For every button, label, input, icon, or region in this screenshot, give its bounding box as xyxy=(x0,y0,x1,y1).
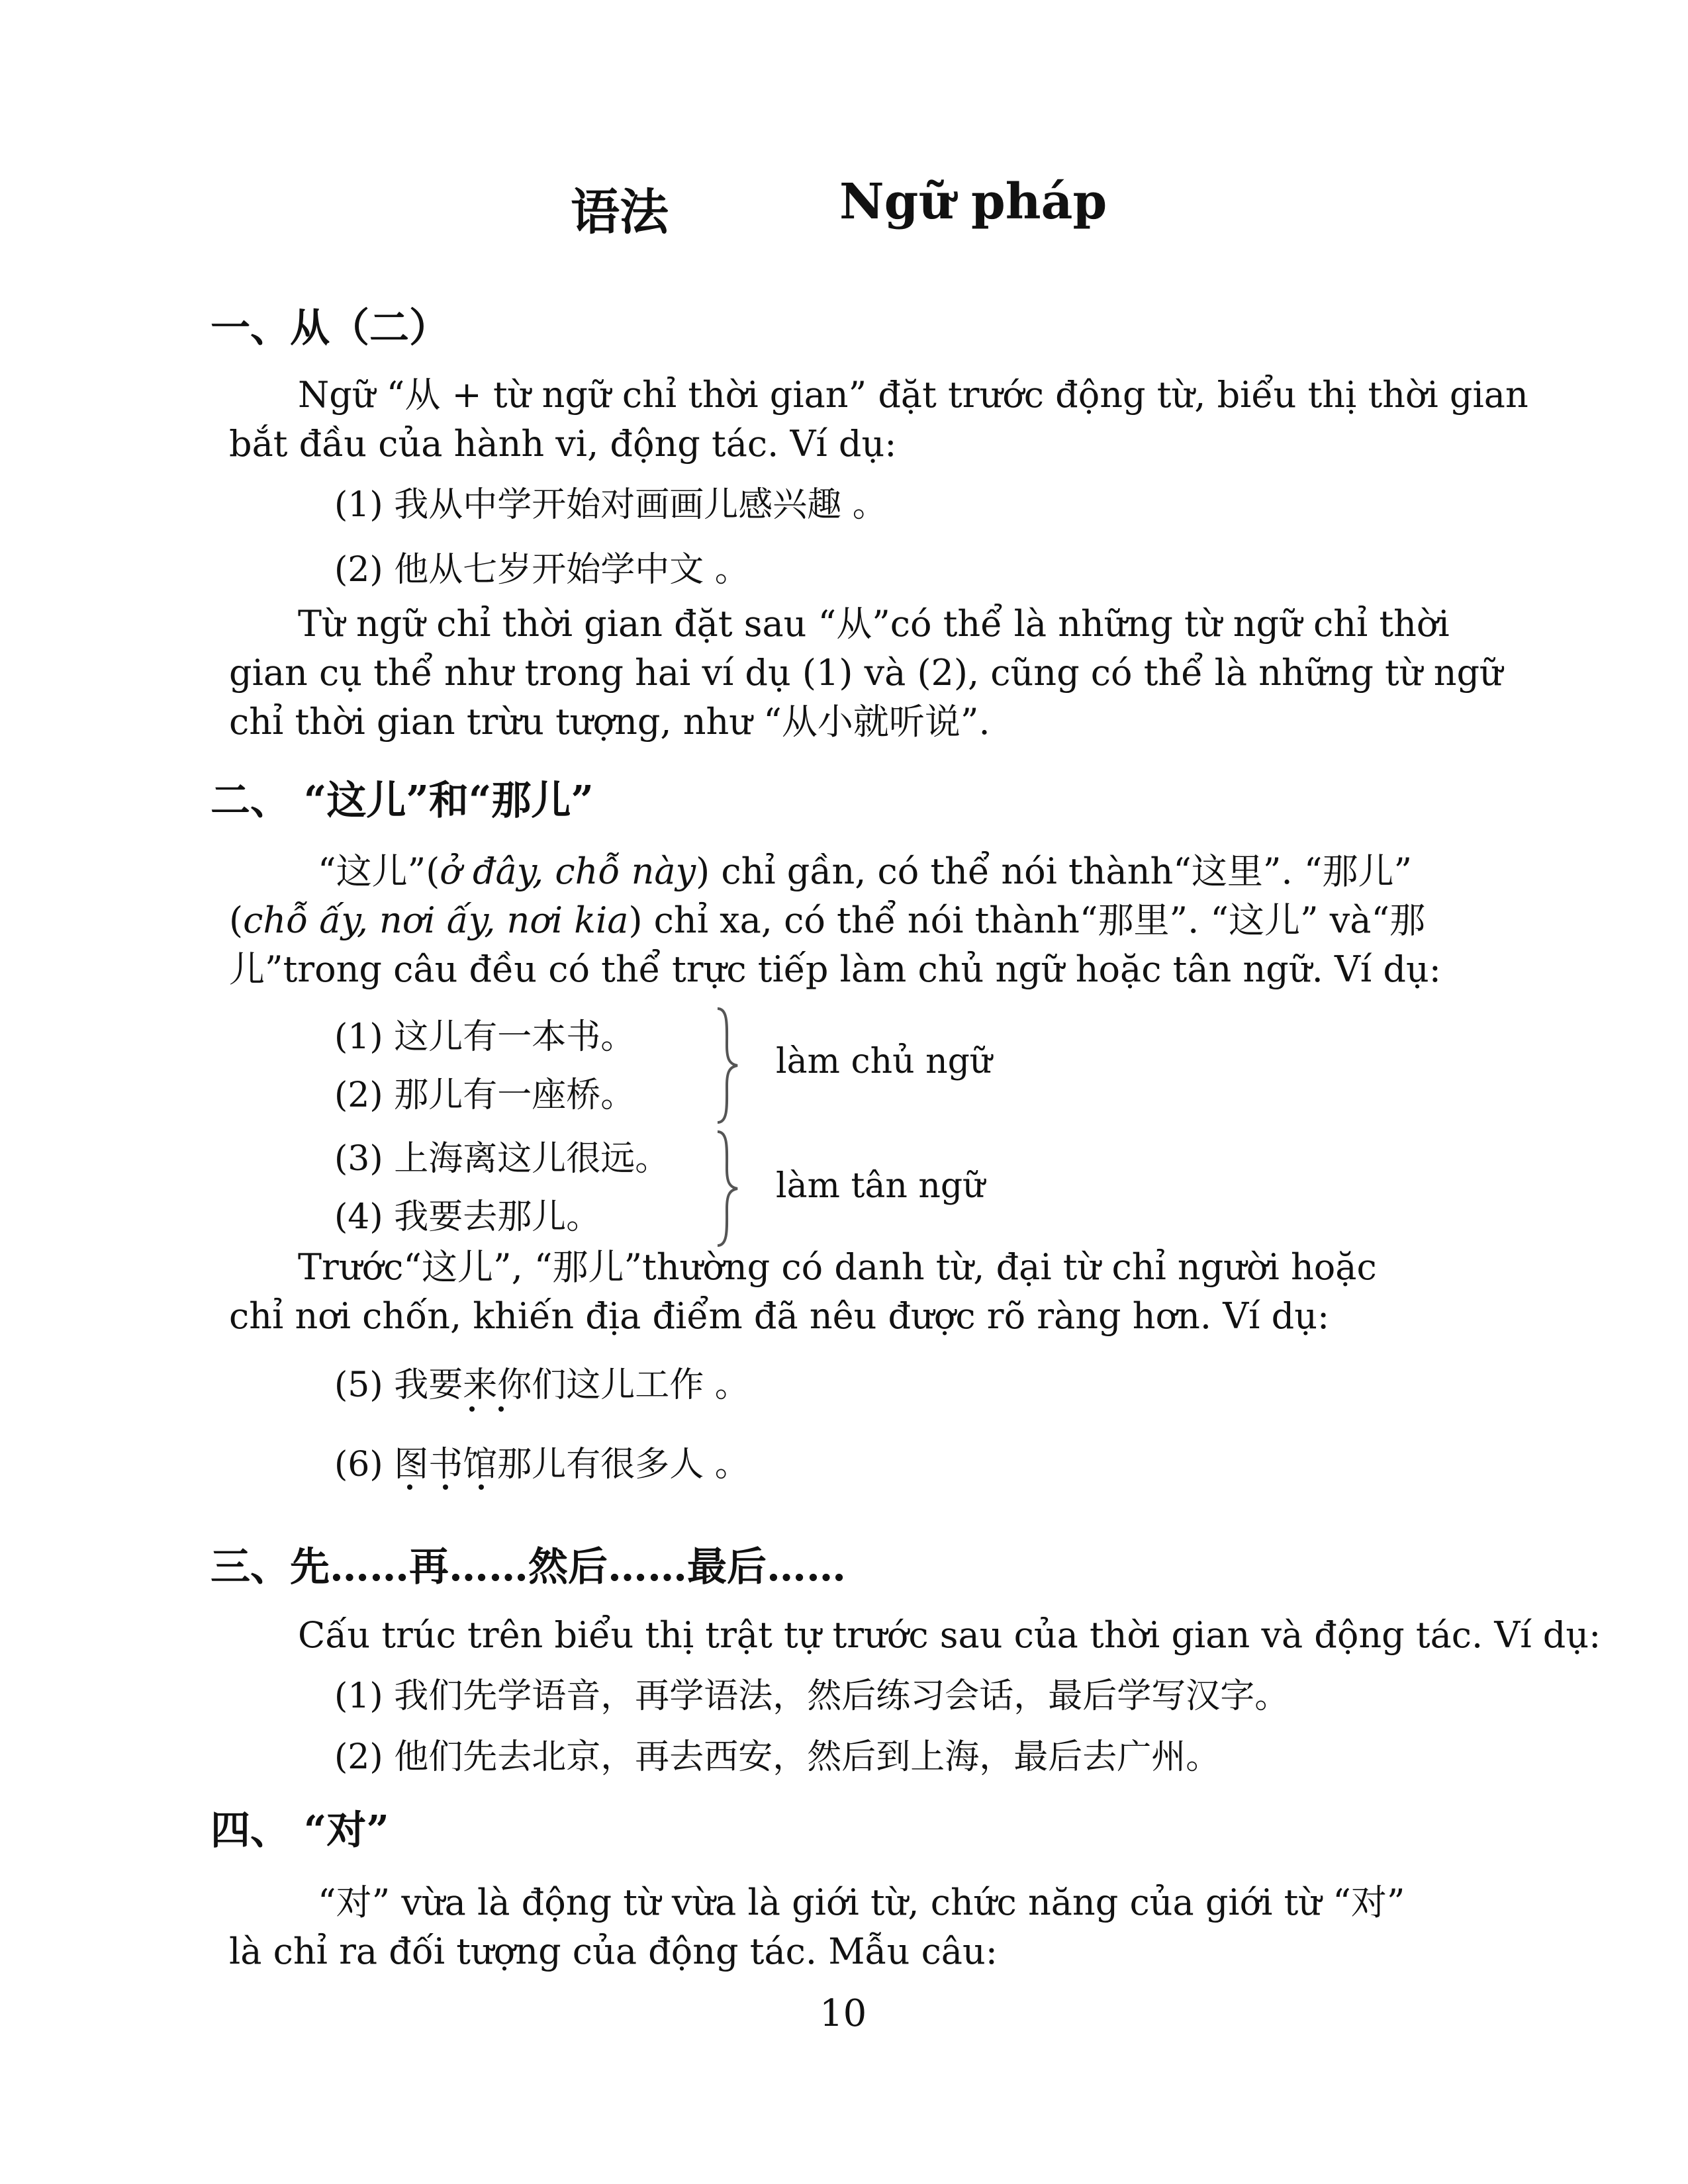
s1-example-2: (2) 他从七岁开始学中文 。 xyxy=(334,550,749,590)
section-2-heading: 二、 “这儿”和“那儿” xyxy=(211,778,594,824)
s2-paragraph-1-line-3: 儿”trong câu đều có thể trực tiếp làm chủ ngữ hoặc tân ngữ. Ví dụ: xyxy=(229,948,1441,990)
s1-paragraph-2-line-2: gian cụ thể như trong hai ví dụ (1) và (2), cũng có thể là những từ ngữ xyxy=(229,652,1503,694)
s2-example-1: (1) 这儿有一本书。 xyxy=(334,1017,635,1057)
s2-paragraph-1-line-1: “这儿”(ở đây, chỗ này) chỉ gần, có thể nói thành“这里”. “那儿” xyxy=(318,850,1413,892)
s4-paragraph-1-line-1: “对” vừa là động từ vừa là giới từ, chức năng của giới từ “对” xyxy=(318,1882,1405,1923)
brace-object-icon xyxy=(714,1129,740,1248)
section-4-heading: 四、 “对” xyxy=(211,1807,389,1854)
emphasis-dots-icon xyxy=(460,1404,513,1414)
s1-paragraph-2-line-1: Từ ngữ chỉ thời gian đặt sau “从”có thể là những từ ngữ chỉ thời xyxy=(298,603,1450,645)
s1-paragraph-1-line-1: Ngữ “从 + từ ngữ chỉ thời gian” đặt trước động từ, biểu thị thời gian xyxy=(298,374,1528,416)
s2-example-6: (6) 图书馆那儿有很多人 。 xyxy=(334,1445,749,1484)
s1-paragraph-1-line-2: bắt đầu của hành vi, động tác. Ví dụ: xyxy=(229,423,897,465)
label-object: làm tân ngữ xyxy=(776,1166,985,1206)
s2-paragraph-1-line-2: (chỗ ấy, nơi ấy, nơi kia) chỉ xa, có thể nói thành“那里”. “这儿” và“那 xyxy=(229,899,1426,941)
section-1-heading: 一、从（二） xyxy=(211,305,449,351)
title-vi: Ngữ pháp xyxy=(839,173,1107,230)
page-number: 10 xyxy=(820,1992,867,2035)
brace-subject-icon xyxy=(714,1006,740,1125)
label-subject: làm chủ ngữ xyxy=(776,1042,992,1081)
section-3-heading: 三、先……再……然后……最后…… xyxy=(211,1544,846,1590)
emphasis-dots-icon xyxy=(394,1482,500,1492)
s2-paragraph-2-line-2: chỉ nơi chốn, khiến địa điểm đã nêu được rõ ràng hơn. Ví dụ: xyxy=(229,1295,1330,1337)
s2-paragraph-2-line-1: Trước“这儿”, “那儿”thường có danh từ, đại từ chỉ người hoặc xyxy=(298,1246,1377,1288)
s4-paragraph-1-line-2: là chỉ ra đối tượng của động tác. Mẫu câu: xyxy=(229,1931,998,1972)
s3-example-2: (2) 他们先去北京，再去西安，然后到上海，最后去广州。 xyxy=(334,1737,1221,1777)
s1-paragraph-2-line-3: chỉ thời gian trừu tượng, như “从小就听说”. xyxy=(229,701,990,743)
s1-example-1: (1) 我从中学开始对画画儿感兴趣 。 xyxy=(334,485,887,525)
s2-example-5: (5) 我要来你们这儿工作 。 xyxy=(334,1365,749,1405)
s2-example-4: (4) 我要去那儿。 xyxy=(334,1197,601,1237)
title-zh: 语法 xyxy=(571,184,669,241)
s2-example-3: (3) 上海离这儿很远。 xyxy=(334,1139,670,1179)
s3-paragraph-1: Cấu trúc trên biểu thị trật tự trước sau của thời gian và động tác. Ví dụ: xyxy=(298,1614,1601,1656)
s2-example-2: (2) 那儿有一座桥。 xyxy=(334,1075,635,1115)
s3-example-1: (1) 我们先学语音，再学语法，然后练习会话，最后学写汉字。 xyxy=(334,1676,1289,1716)
